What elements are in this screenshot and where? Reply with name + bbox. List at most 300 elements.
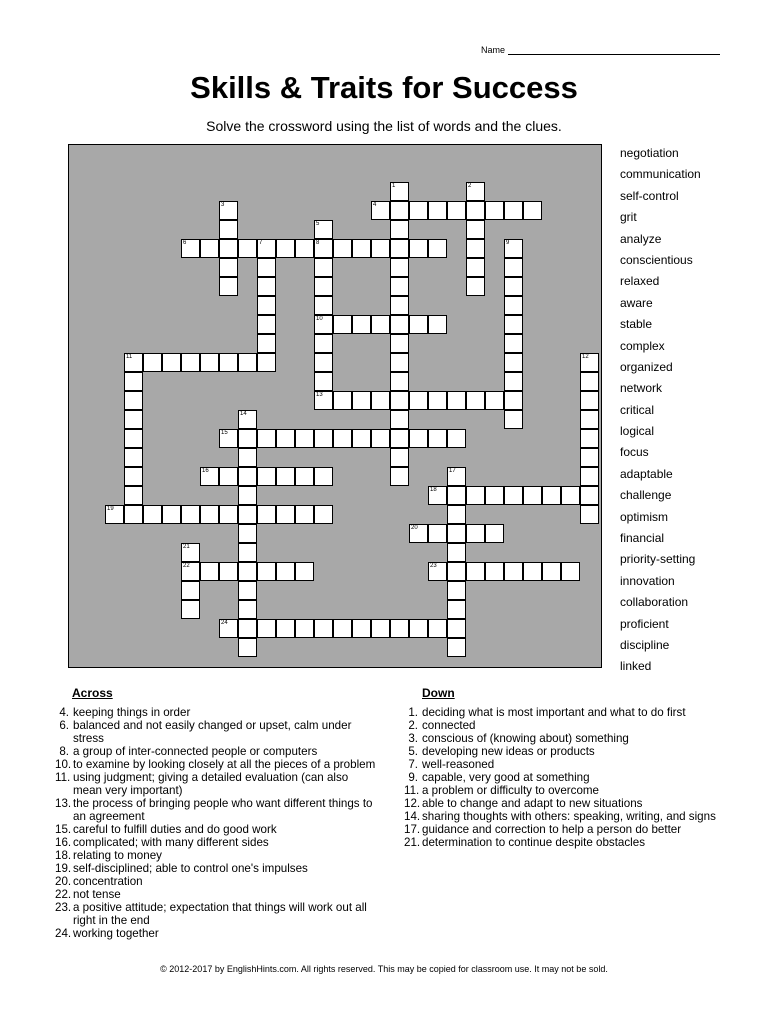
crossword-cell[interactable] bbox=[257, 277, 276, 296]
crossword-cell[interactable] bbox=[181, 239, 200, 258]
clue-text: a positive attitude; expectation that things will work out all right in the end bbox=[73, 901, 367, 927]
crossword-cell[interactable] bbox=[143, 505, 162, 524]
crossword-cell[interactable] bbox=[466, 182, 485, 201]
crossword-cell[interactable] bbox=[124, 391, 143, 410]
clue-number: 11. bbox=[55, 771, 71, 784]
crossword-cell[interactable] bbox=[276, 619, 295, 638]
crossword-cell[interactable] bbox=[238, 505, 257, 524]
down-clue bbox=[404, 745, 734, 758]
crossword-cell[interactable] bbox=[409, 391, 428, 410]
crossword-cell[interactable] bbox=[390, 467, 409, 486]
clue-text: connected bbox=[422, 719, 476, 732]
crossword-cell[interactable] bbox=[390, 448, 409, 467]
crossword-cell[interactable] bbox=[485, 562, 504, 581]
crossword-cell[interactable] bbox=[466, 220, 485, 239]
crossword-cell[interactable] bbox=[238, 543, 257, 562]
crossword-cell[interactable] bbox=[504, 334, 523, 353]
crossword-cell[interactable] bbox=[466, 391, 485, 410]
crossword-cell[interactable] bbox=[333, 429, 352, 448]
clue-number-label: 3 bbox=[221, 202, 225, 208]
crossword-cell[interactable] bbox=[371, 429, 390, 448]
crossword-cell[interactable] bbox=[428, 315, 447, 334]
crossword-cell[interactable] bbox=[314, 353, 333, 372]
crossword-cell[interactable] bbox=[200, 239, 219, 258]
crossword-cell[interactable] bbox=[504, 353, 523, 372]
word-bank-item: priority-setting bbox=[620, 552, 696, 567]
clue-number-label: 20 bbox=[411, 525, 418, 531]
clue-number: 9. bbox=[408, 771, 418, 784]
crossword-cell[interactable] bbox=[219, 277, 238, 296]
crossword-cell[interactable] bbox=[257, 467, 276, 486]
crossword-cell[interactable] bbox=[352, 619, 371, 638]
crossword-cell[interactable] bbox=[257, 562, 276, 581]
crossword-cell[interactable] bbox=[257, 505, 276, 524]
crossword-cell[interactable] bbox=[371, 201, 390, 220]
crossword-cell[interactable] bbox=[219, 619, 238, 638]
crossword-cell[interactable] bbox=[390, 220, 409, 239]
crossword-cell[interactable] bbox=[181, 581, 200, 600]
word-bank-item: innovation bbox=[620, 573, 675, 588]
crossword-cell[interactable] bbox=[504, 258, 523, 277]
crossword-cell[interactable] bbox=[124, 448, 143, 467]
crossword-cell[interactable] bbox=[124, 410, 143, 429]
clue-text: concentration bbox=[73, 875, 143, 888]
crossword-cell[interactable] bbox=[504, 239, 523, 258]
name-field[interactable] bbox=[481, 45, 720, 55]
clue-number-label: 7 bbox=[259, 240, 263, 246]
crossword-cell[interactable] bbox=[485, 391, 504, 410]
down-clue bbox=[404, 823, 734, 836]
crossword-cell[interactable] bbox=[409, 201, 428, 220]
clue-number: 22. bbox=[55, 888, 72, 901]
across-clue bbox=[55, 771, 380, 797]
crossword-cell[interactable] bbox=[314, 467, 333, 486]
crossword-cell[interactable] bbox=[105, 505, 124, 524]
crossword-cell[interactable] bbox=[219, 429, 238, 448]
word-bank-item: grit bbox=[620, 210, 637, 225]
across-clue bbox=[55, 758, 380, 771]
word-bank-item: negotiation bbox=[620, 146, 679, 160]
crossword-cell[interactable] bbox=[447, 467, 466, 486]
word-bank-item: aware bbox=[620, 295, 653, 310]
clue-number-label: 4 bbox=[373, 202, 377, 208]
clue-number-label: 21 bbox=[183, 544, 190, 550]
crossword-cell[interactable] bbox=[428, 486, 447, 505]
crossword-cell[interactable] bbox=[124, 505, 143, 524]
crossword-cell[interactable] bbox=[466, 201, 485, 220]
crossword-cell[interactable] bbox=[238, 448, 257, 467]
crossword-cell[interactable] bbox=[580, 429, 599, 448]
crossword-cell[interactable] bbox=[504, 391, 523, 410]
down-clue bbox=[404, 784, 734, 797]
crossword-cell[interactable] bbox=[371, 391, 390, 410]
crossword-cell[interactable] bbox=[276, 467, 295, 486]
crossword-cell[interactable] bbox=[428, 562, 447, 581]
across-clue bbox=[55, 875, 380, 888]
crossword-cell[interactable] bbox=[181, 353, 200, 372]
crossword-cell[interactable] bbox=[314, 315, 333, 334]
crossword-cell[interactable] bbox=[295, 505, 314, 524]
crossword-cell[interactable] bbox=[200, 467, 219, 486]
clue-number: 3. bbox=[408, 732, 418, 745]
clue-number: 15. bbox=[55, 823, 72, 836]
crossword-cell[interactable] bbox=[238, 353, 257, 372]
crossword-cell[interactable] bbox=[447, 638, 466, 657]
clue-text: capable, very good at something bbox=[422, 771, 590, 784]
crossword-cell[interactable] bbox=[409, 239, 428, 258]
down-clue bbox=[404, 836, 734, 849]
crossword-cell[interactable] bbox=[314, 505, 333, 524]
clue-text: to examine by looking closely at all the pieces of a problem bbox=[73, 758, 376, 771]
crossword-cell[interactable] bbox=[257, 619, 276, 638]
crossword-cell[interactable] bbox=[352, 315, 371, 334]
crossword-cell[interactable] bbox=[314, 239, 333, 258]
crossword-cell[interactable] bbox=[314, 277, 333, 296]
crossword-cell[interactable] bbox=[485, 524, 504, 543]
crossword-cell[interactable] bbox=[295, 239, 314, 258]
crossword-cell[interactable] bbox=[333, 619, 352, 638]
page-subtitle: Solve the crossword using the list of words and the clues. bbox=[206, 118, 562, 134]
crossword-cell[interactable] bbox=[409, 524, 428, 543]
clue-number: 12. bbox=[404, 797, 421, 810]
clue-number-label: 13 bbox=[316, 392, 323, 398]
crossword-cell[interactable] bbox=[124, 486, 143, 505]
crossword-cell[interactable] bbox=[314, 220, 333, 239]
crossword-cell[interactable] bbox=[124, 467, 143, 486]
crossword-cell[interactable] bbox=[466, 239, 485, 258]
crossword-cell[interactable] bbox=[295, 619, 314, 638]
crossword-cell[interactable] bbox=[428, 239, 447, 258]
clue-text: deciding what is most important and what to do first bbox=[422, 706, 686, 719]
crossword-cell[interactable] bbox=[504, 296, 523, 315]
crossword-cell[interactable] bbox=[333, 315, 352, 334]
crossword-cell[interactable] bbox=[409, 315, 428, 334]
word-bank-item: conscientious bbox=[620, 252, 693, 267]
crossword-cell[interactable] bbox=[447, 600, 466, 619]
crossword-cell[interactable] bbox=[466, 524, 485, 543]
clue-number-label: 9 bbox=[506, 240, 510, 246]
across-clue bbox=[55, 797, 380, 823]
clue-number: 10. bbox=[55, 758, 72, 771]
crossword-cell[interactable] bbox=[390, 258, 409, 277]
word-bank-item: financial bbox=[620, 531, 665, 546]
crossword-cell[interactable] bbox=[428, 429, 447, 448]
crossword-cell[interactable] bbox=[390, 619, 409, 638]
crossword-cell[interactable] bbox=[238, 524, 257, 543]
clue-number-label: 12 bbox=[582, 354, 589, 360]
word-bank-item: complex bbox=[620, 338, 665, 353]
crossword-cell[interactable] bbox=[523, 486, 542, 505]
crossword-cell[interactable] bbox=[580, 410, 599, 429]
down-heading: Down bbox=[422, 686, 455, 700]
down-clue bbox=[404, 771, 734, 784]
clue-number-label: 6 bbox=[183, 240, 187, 246]
word-bank-item: linked bbox=[620, 659, 652, 674]
crossword-cell[interactable] bbox=[561, 486, 580, 505]
crossword-cell[interactable] bbox=[447, 201, 466, 220]
crossword-cell[interactable] bbox=[390, 201, 409, 220]
across-clue bbox=[55, 823, 380, 836]
across-clue bbox=[55, 745, 380, 758]
crossword-cell[interactable] bbox=[580, 372, 599, 391]
crossword-cell[interactable] bbox=[504, 486, 523, 505]
down-clue bbox=[404, 732, 734, 745]
clue-number: 24. bbox=[55, 927, 72, 940]
crossword-cell[interactable] bbox=[238, 619, 257, 638]
crossword-cell[interactable] bbox=[238, 467, 257, 486]
crossword-cell[interactable] bbox=[257, 429, 276, 448]
crossword-cell[interactable] bbox=[523, 201, 542, 220]
crossword-cell[interactable] bbox=[238, 600, 257, 619]
crossword-cell[interactable] bbox=[447, 581, 466, 600]
clue-text: able to change and adapt to new situations bbox=[422, 797, 643, 810]
crossword-cell[interactable] bbox=[428, 391, 447, 410]
down-clue bbox=[404, 810, 734, 823]
crossword-cell[interactable] bbox=[371, 239, 390, 258]
crossword-cell[interactable] bbox=[390, 315, 409, 334]
crossword-cell[interactable] bbox=[314, 258, 333, 277]
clue-number-label: 24 bbox=[221, 620, 228, 626]
clue-text: complicated; with many different sides bbox=[73, 836, 269, 849]
down-clue bbox=[404, 797, 734, 810]
across-clue bbox=[55, 849, 380, 862]
crossword-cell[interactable] bbox=[485, 201, 504, 220]
clue-number: 1. bbox=[408, 706, 418, 719]
clue-number-label: 17 bbox=[449, 468, 456, 474]
crossword-cell[interactable] bbox=[542, 562, 561, 581]
crossword-cell[interactable] bbox=[200, 562, 219, 581]
clue-number-label: 18 bbox=[430, 487, 437, 493]
crossword-cell[interactable] bbox=[314, 296, 333, 315]
crossword-cell[interactable] bbox=[238, 429, 257, 448]
clue-number-label: 1 bbox=[392, 183, 396, 189]
crossword-cell[interactable] bbox=[390, 239, 409, 258]
clue-number-label: 2 bbox=[468, 183, 472, 189]
clue-text: sharing thoughts with others: speaking, writing, and signs bbox=[422, 810, 716, 823]
crossword-cell[interactable] bbox=[257, 296, 276, 315]
crossword-cell[interactable] bbox=[542, 486, 561, 505]
word-bank-item: critical bbox=[620, 402, 655, 417]
crossword-cell[interactable] bbox=[162, 505, 181, 524]
crossword-cell[interactable] bbox=[447, 486, 466, 505]
crossword-cell[interactable] bbox=[390, 182, 409, 201]
crossword-cell[interactable] bbox=[276, 562, 295, 581]
crossword-cell[interactable] bbox=[238, 410, 257, 429]
crossword-cell[interactable] bbox=[143, 353, 162, 372]
word-bank-item: self-control bbox=[620, 188, 679, 203]
clue-number: 21. bbox=[404, 836, 421, 849]
crossword-cell[interactable] bbox=[409, 619, 428, 638]
crossword-cell[interactable] bbox=[447, 391, 466, 410]
crossword-cell[interactable] bbox=[390, 372, 409, 391]
crossword-cell[interactable] bbox=[295, 562, 314, 581]
clue-number: 8. bbox=[59, 745, 69, 758]
crossword-cell[interactable] bbox=[504, 410, 523, 429]
crossword-cell[interactable] bbox=[428, 201, 447, 220]
crossword-cell[interactable] bbox=[466, 486, 485, 505]
crossword-cell[interactable] bbox=[504, 562, 523, 581]
crossword-cell[interactable] bbox=[181, 505, 200, 524]
crossword-cell[interactable] bbox=[466, 258, 485, 277]
crossword-cell[interactable] bbox=[390, 334, 409, 353]
crossword-cell[interactable] bbox=[371, 315, 390, 334]
crossword-cell[interactable] bbox=[504, 201, 523, 220]
clue-text: a problem or difficulty to overcome bbox=[422, 784, 599, 797]
crossword-cell[interactable] bbox=[390, 429, 409, 448]
crossword-cell[interactable] bbox=[162, 353, 181, 372]
word-bank-item: optimism bbox=[620, 509, 669, 524]
crossword-cell[interactable] bbox=[238, 581, 257, 600]
crossword-cell[interactable] bbox=[504, 372, 523, 391]
crossword-cell[interactable] bbox=[561, 562, 580, 581]
word-bank bbox=[620, 145, 701, 680]
crossword-cell[interactable] bbox=[428, 524, 447, 543]
word-bank-item: collaboration bbox=[620, 595, 689, 610]
crossword-cell[interactable] bbox=[219, 353, 238, 372]
crossword-cell[interactable] bbox=[295, 429, 314, 448]
crossword-cell[interactable] bbox=[257, 315, 276, 334]
crossword-cell[interactable] bbox=[314, 334, 333, 353]
across-heading: Across bbox=[72, 686, 113, 700]
clue-number: 5. bbox=[408, 745, 418, 758]
crossword-cell[interactable] bbox=[447, 505, 466, 524]
crossword-grid bbox=[68, 144, 602, 668]
crossword-cell[interactable] bbox=[257, 239, 276, 258]
clue-number: 16. bbox=[55, 836, 72, 849]
clue-number-label: 14 bbox=[240, 411, 247, 417]
crossword-cell[interactable] bbox=[257, 258, 276, 277]
clue-number: 2. bbox=[408, 719, 418, 732]
crossword-cell[interactable] bbox=[219, 258, 238, 277]
crossword-cell[interactable] bbox=[447, 429, 466, 448]
crossword-cell[interactable] bbox=[219, 562, 238, 581]
crossword-cell[interactable] bbox=[447, 524, 466, 543]
clue-number: 18. bbox=[55, 849, 72, 862]
crossword-cell[interactable] bbox=[333, 391, 352, 410]
crossword-cell[interactable] bbox=[314, 619, 333, 638]
clue-text: careful to fulfill duties and do good work bbox=[73, 823, 277, 836]
crossword-cell[interactable] bbox=[124, 372, 143, 391]
name-underline[interactable] bbox=[508, 45, 720, 55]
crossword-cell[interactable] bbox=[295, 467, 314, 486]
clue-number: 13. bbox=[55, 797, 72, 810]
crossword-cell[interactable] bbox=[124, 353, 143, 372]
crossword-cell[interactable] bbox=[504, 315, 523, 334]
crossword-cell[interactable] bbox=[466, 562, 485, 581]
crossword-cell[interactable] bbox=[238, 486, 257, 505]
crossword-cell[interactable] bbox=[181, 543, 200, 562]
crossword-cell[interactable] bbox=[447, 543, 466, 562]
clue-number: 4. bbox=[59, 706, 69, 719]
crossword-cell[interactable] bbox=[238, 562, 257, 581]
clue-number-label: 5 bbox=[316, 221, 320, 227]
crossword-cell[interactable] bbox=[390, 353, 409, 372]
clue-text: relating to money bbox=[73, 849, 162, 862]
down-clue bbox=[404, 758, 734, 771]
crossword-cell[interactable] bbox=[447, 619, 466, 638]
crossword-cell[interactable] bbox=[181, 600, 200, 619]
crossword-cell[interactable] bbox=[276, 429, 295, 448]
crossword-cell[interactable] bbox=[352, 391, 371, 410]
word-bank-item: focus bbox=[620, 445, 649, 460]
crossword-cell[interactable] bbox=[580, 505, 599, 524]
crossword-cell[interactable] bbox=[333, 239, 352, 258]
name-label: Name bbox=[481, 45, 506, 55]
crossword-cell[interactable] bbox=[485, 486, 504, 505]
crossword-cell[interactable] bbox=[352, 239, 371, 258]
crossword-cell[interactable] bbox=[238, 239, 257, 258]
crossword-cell[interactable] bbox=[200, 505, 219, 524]
word-bank-item: discipline bbox=[620, 637, 670, 652]
across-clue bbox=[55, 927, 380, 940]
crossword-cell[interactable] bbox=[447, 562, 466, 581]
crossword-cell[interactable] bbox=[580, 353, 599, 372]
crossword-cell[interactable] bbox=[314, 429, 333, 448]
across-clue bbox=[55, 888, 380, 901]
crossword-cell[interactable] bbox=[219, 220, 238, 239]
crossword-cell[interactable] bbox=[580, 391, 599, 410]
clue-number: 20. bbox=[55, 875, 72, 888]
crossword-cell[interactable] bbox=[428, 619, 447, 638]
crossword-cell[interactable] bbox=[219, 505, 238, 524]
crossword-cell[interactable] bbox=[257, 334, 276, 353]
crossword-cell[interactable] bbox=[409, 429, 428, 448]
crossword-cell[interactable] bbox=[238, 638, 257, 657]
clue-text: self-disciplined; able to control one's impulses bbox=[73, 862, 308, 875]
crossword-cell[interactable] bbox=[276, 505, 295, 524]
crossword-cell[interactable] bbox=[257, 353, 276, 372]
crossword-cell[interactable] bbox=[390, 296, 409, 315]
clue-text: determination to continue despite obstacles bbox=[422, 836, 645, 849]
clue-text: conscious of (knowing about) something bbox=[422, 732, 629, 745]
crossword-cell[interactable] bbox=[314, 391, 333, 410]
clue-number: 14. bbox=[404, 810, 421, 823]
clue-text: the process of bringing people who want different things to an agreement bbox=[73, 797, 373, 823]
crossword-cell[interactable] bbox=[219, 201, 238, 220]
crossword-cell[interactable] bbox=[314, 372, 333, 391]
copyright-footer: © 2012-2017 by EnglishHints.com. All rights reserved. This may be copied for classroom use. It may not be sold. bbox=[160, 964, 608, 974]
crossword-cell[interactable] bbox=[124, 429, 143, 448]
word-bank-item: organized bbox=[620, 359, 673, 374]
crossword-cell[interactable] bbox=[580, 448, 599, 467]
crossword-cell[interactable] bbox=[219, 467, 238, 486]
crossword-cell[interactable] bbox=[466, 277, 485, 296]
word-bank-item: stable bbox=[620, 317, 653, 332]
clue-number: 11. bbox=[404, 784, 420, 797]
crossword-cell[interactable] bbox=[504, 277, 523, 296]
crossword-cell[interactable] bbox=[523, 562, 542, 581]
clue-text: balanced and not easily changed or upset, calm under stress bbox=[73, 719, 352, 745]
crossword-cell[interactable] bbox=[200, 353, 219, 372]
crossword-cell[interactable] bbox=[390, 410, 409, 429]
crossword-cell[interactable] bbox=[390, 391, 409, 410]
across-clue bbox=[55, 901, 380, 927]
crossword-cell[interactable] bbox=[352, 429, 371, 448]
crossword-cell[interactable] bbox=[580, 467, 599, 486]
across-clue bbox=[55, 862, 380, 875]
crossword-cell[interactable] bbox=[276, 239, 295, 258]
clue-number: 19. bbox=[55, 862, 72, 875]
crossword-cell[interactable] bbox=[219, 239, 238, 258]
crossword-cell[interactable] bbox=[371, 619, 390, 638]
clue-text: well-reasoned bbox=[422, 758, 495, 771]
crossword-cell[interactable] bbox=[580, 486, 599, 505]
down-clues bbox=[404, 706, 734, 849]
clue-number-label: 8 bbox=[316, 240, 320, 246]
crossword-cell[interactable] bbox=[181, 562, 200, 581]
crossword-cell[interactable] bbox=[390, 277, 409, 296]
clue-number: 7. bbox=[408, 758, 418, 771]
